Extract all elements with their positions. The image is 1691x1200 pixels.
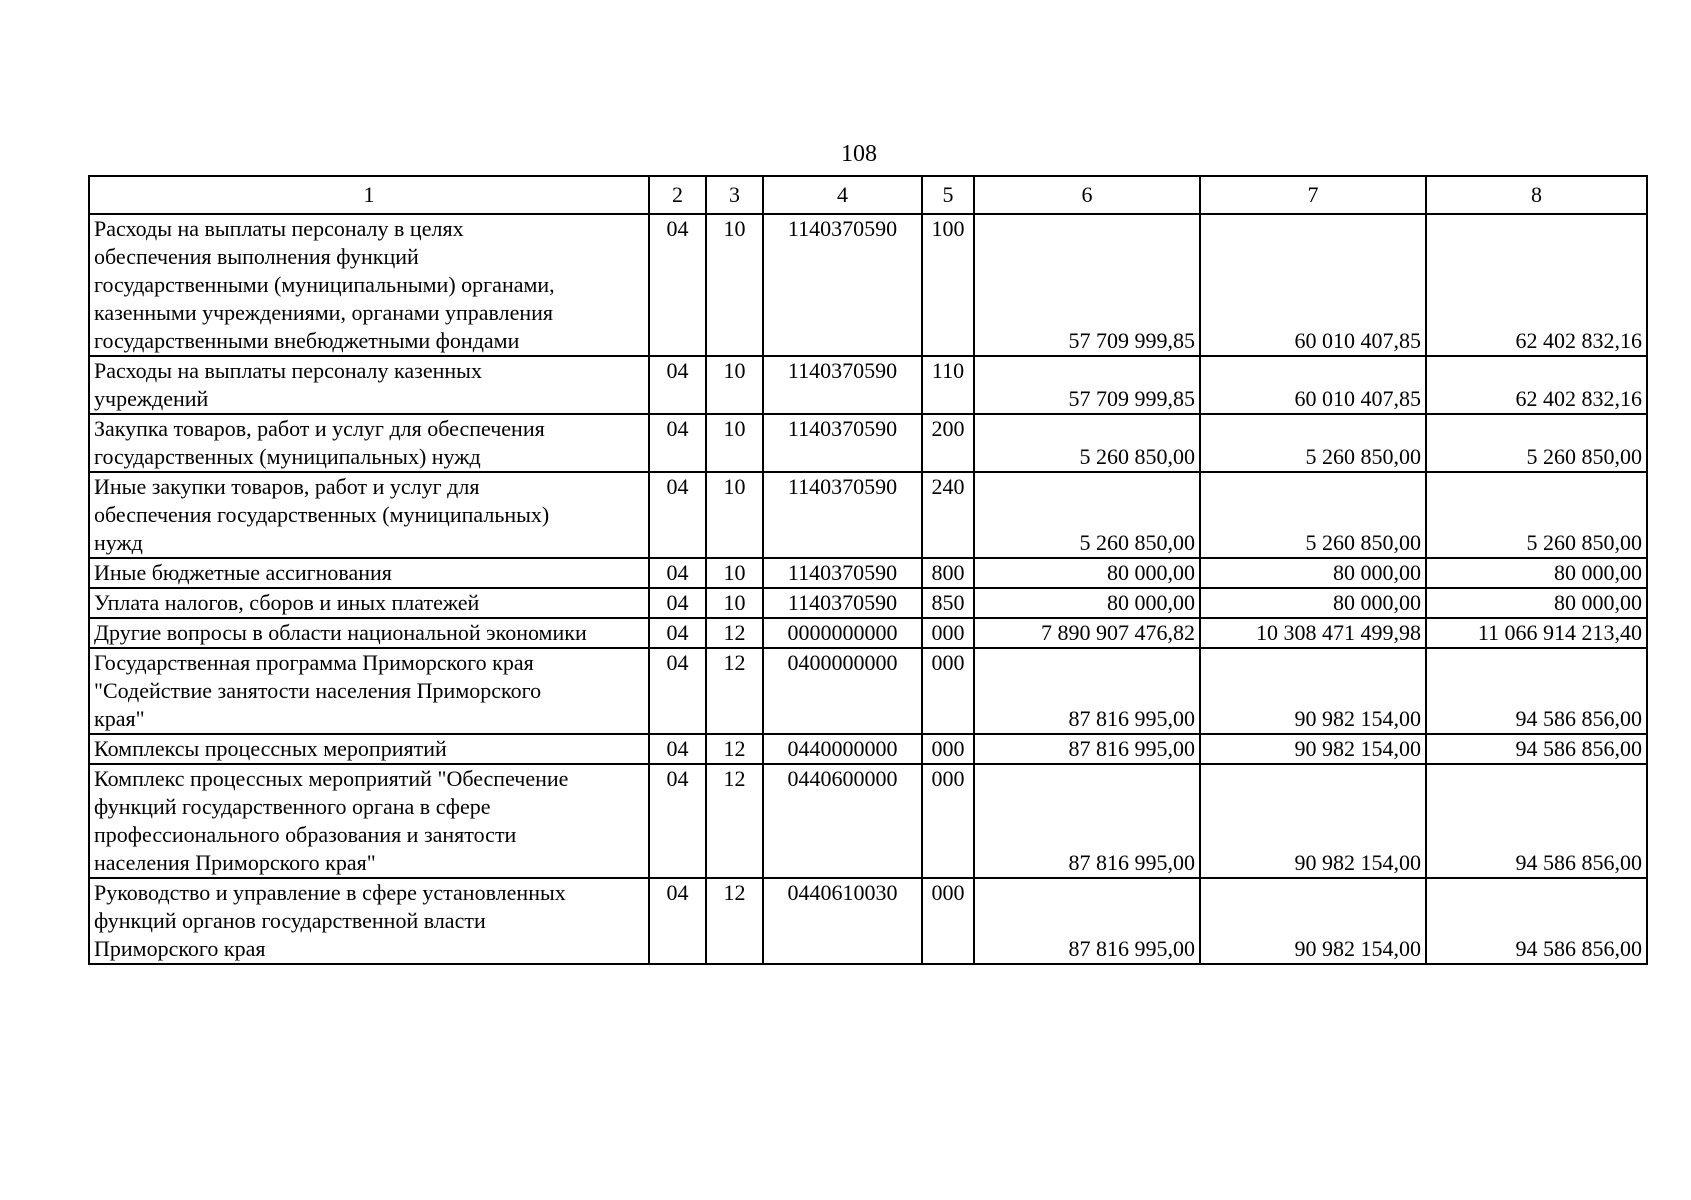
table-row — [89, 414, 1647, 472]
subsection-code: 10 — [706, 558, 763, 588]
expense-type-code: 100 — [922, 214, 974, 356]
amount-column-7: 90 982 154,00 — [1200, 764, 1426, 878]
amount-column-8: 11 066 914 213,40 — [1426, 618, 1647, 648]
amount-column-8: 94 586 856,00 — [1426, 764, 1647, 878]
amount-column-6: 5 260 850,00 — [974, 472, 1200, 558]
amount-column-6: 57 709 999,85 — [974, 214, 1200, 356]
target-article-code: 1140370590 — [763, 472, 922, 558]
target-article-code: 0000000000 — [763, 618, 922, 648]
expense-name: Комплексы процессных мероприятий — [89, 734, 649, 764]
table-row — [89, 356, 1647, 414]
column-header-7: 7 — [1200, 176, 1426, 214]
subsection-code: 12 — [706, 734, 763, 764]
expense-name: Расходы на выплаты персоналу казенных учреждений — [89, 356, 649, 414]
amount-column-6: 57 709 999,85 — [974, 356, 1200, 414]
section-code: 04 — [649, 414, 706, 472]
amount-column-7: 5 260 850,00 — [1200, 414, 1426, 472]
expense-type-code: 000 — [922, 648, 974, 734]
amount-column-7: 90 982 154,00 — [1200, 878, 1426, 964]
amount-column-6: 87 816 995,00 — [974, 878, 1200, 964]
subsection-code: 10 — [706, 472, 763, 558]
amount-column-8: 80 000,00 — [1426, 558, 1647, 588]
expense-type-code: 000 — [922, 764, 974, 878]
column-header-5: 5 — [922, 176, 974, 214]
amount-column-7: 90 982 154,00 — [1200, 648, 1426, 734]
column-header-8: 8 — [1426, 176, 1647, 214]
section-code: 04 — [649, 588, 706, 618]
amount-column-6: 5 260 850,00 — [974, 414, 1200, 472]
section-code: 04 — [649, 214, 706, 356]
target-article-code: 0440000000 — [763, 734, 922, 764]
amount-column-7: 60 010 407,85 — [1200, 356, 1426, 414]
target-article-code: 1140370590 — [763, 214, 922, 356]
target-article-code: 0400000000 — [763, 648, 922, 734]
subsection-code: 10 — [706, 214, 763, 356]
table-row — [89, 878, 1647, 964]
expense-name: Уплата налогов, сборов и иных платежей — [89, 588, 649, 618]
subsection-code: 10 — [706, 588, 763, 618]
amount-column-8: 94 586 856,00 — [1426, 878, 1647, 964]
expense-type-code: 110 — [922, 356, 974, 414]
target-article-code: 0440610030 — [763, 878, 922, 964]
section-code: 04 — [649, 618, 706, 648]
subsection-code: 12 — [706, 878, 763, 964]
subsection-code: 10 — [706, 414, 763, 472]
column-header-3: 3 — [706, 176, 763, 214]
amount-column-6: 80 000,00 — [974, 558, 1200, 588]
section-code: 04 — [649, 764, 706, 878]
table-row — [89, 472, 1647, 558]
expense-type-code: 240 — [922, 472, 974, 558]
expense-name: Комплекс процессных мероприятий "Обеспечение функций государственного органа в сфере профессионального образования и занятости населения Приморского края" — [89, 764, 649, 878]
table-row — [89, 558, 1647, 588]
expense-type-code: 000 — [922, 618, 974, 648]
target-article-code: 1140370590 — [763, 414, 922, 472]
amount-column-7: 80 000,00 — [1200, 558, 1426, 588]
subsection-code: 12 — [706, 764, 763, 878]
subsection-code: 12 — [706, 618, 763, 648]
expense-name: Расходы на выплаты персоналу в целях обеспечения выполнения функций государственными (муниципальными) органами, казенными учреждениями, органами управления государственными внебюджетными фондами — [89, 214, 649, 356]
expense-name: Иные бюджетные ассигнования — [89, 558, 649, 588]
section-code: 04 — [649, 356, 706, 414]
page-number: 108 — [841, 141, 877, 167]
column-header-1: 1 — [89, 176, 649, 214]
table-row — [89, 764, 1647, 878]
expense-type-code: 850 — [922, 588, 974, 618]
expense-name: Государственная программа Приморского края "Содействие занятости населения Приморского края" — [89, 648, 649, 734]
expense-name: Другие вопросы в области национальной экономики — [89, 618, 649, 648]
expense-type-code: 200 — [922, 414, 974, 472]
amount-column-7: 5 260 850,00 — [1200, 472, 1426, 558]
table-row — [89, 214, 1647, 356]
amount-column-6: 80 000,00 — [974, 588, 1200, 618]
amount-column-8: 5 260 850,00 — [1426, 472, 1647, 558]
amount-column-8: 62 402 832,16 — [1426, 214, 1647, 356]
amount-column-7: 10 308 471 499,98 — [1200, 618, 1426, 648]
amount-column-8: 80 000,00 — [1426, 588, 1647, 618]
amount-column-8: 94 586 856,00 — [1426, 734, 1647, 764]
expense-type-code: 800 — [922, 558, 974, 588]
column-header-6: 6 — [974, 176, 1200, 214]
subsection-code: 12 — [706, 648, 763, 734]
section-code: 04 — [649, 648, 706, 734]
subsection-code: 10 — [706, 356, 763, 414]
expense-name: Закупка товаров, работ и услуг для обеспечения государственных (муниципальных) нужд — [89, 414, 649, 472]
amount-column-6: 87 816 995,00 — [974, 734, 1200, 764]
expense-type-code: 000 — [922, 878, 974, 964]
section-code: 04 — [649, 878, 706, 964]
table-row — [89, 734, 1647, 764]
amount-column-8: 94 586 856,00 — [1426, 648, 1647, 734]
column-header-4: 4 — [763, 176, 922, 214]
column-header-2: 2 — [649, 176, 706, 214]
target-article-code: 1140370590 — [763, 588, 922, 618]
target-article-code: 1140370590 — [763, 356, 922, 414]
header-row — [89, 176, 1647, 214]
amount-column-7: 90 982 154,00 — [1200, 734, 1426, 764]
expense-name: Руководство и управление в сфере установленных функций органов государственной власти Приморского края — [89, 878, 649, 964]
section-code: 04 — [649, 472, 706, 558]
amount-column-6: 7 890 907 476,82 — [974, 618, 1200, 648]
section-code: 04 — [649, 558, 706, 588]
expense-type-code: 000 — [922, 734, 974, 764]
amount-column-6: 87 816 995,00 — [974, 764, 1200, 878]
table-row — [89, 648, 1647, 734]
amount-column-7: 60 010 407,85 — [1200, 214, 1426, 356]
amount-column-8: 62 402 832,16 — [1426, 356, 1647, 414]
table-row — [89, 588, 1647, 618]
amount-column-6: 87 816 995,00 — [974, 648, 1200, 734]
amount-column-8: 5 260 850,00 — [1426, 414, 1647, 472]
target-article-code: 1140370590 — [763, 558, 922, 588]
section-code: 04 — [649, 734, 706, 764]
amount-column-7: 80 000,00 — [1200, 588, 1426, 618]
table-row — [89, 618, 1647, 648]
expense-name: Иные закупки товаров, работ и услуг для обеспечения государственных (муниципальных) нужд — [89, 472, 649, 558]
target-article-code: 0440600000 — [763, 764, 922, 878]
budget-table — [88, 175, 1648, 965]
